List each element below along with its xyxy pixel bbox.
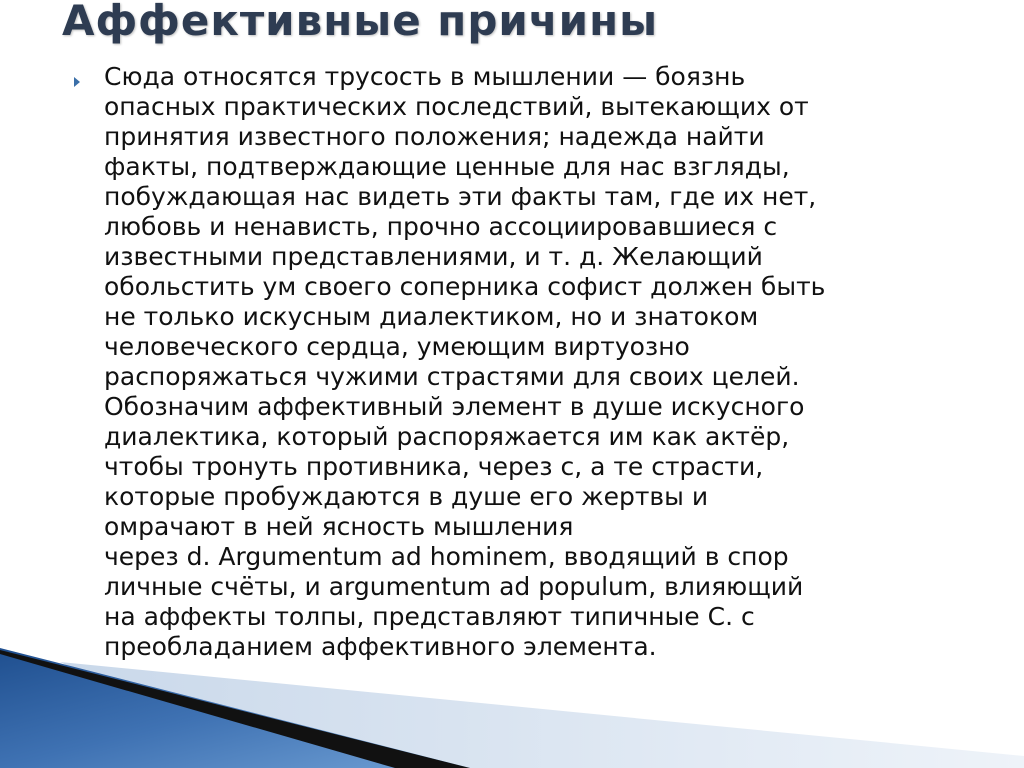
- corner-decoration: [0, 640, 1024, 768]
- triangle-bullet-icon: [74, 77, 80, 87]
- slide-body-text: Сюда относятся трусость в мышлении — боязнь опасных практических последствий, вытекающих от принятия известного положения; надежда найти факты, подтверждающие ценные для нас взгляды, побуждающая нас видеть эти факты там, где их нет, любовь и ненависть, прочно ассоциировавшиеся с известными представлениями, и т. д. Желающий обольстить ум своего соперника софист должен быть не только искусным диалектиком, но и знатоком человеческого сердца, умеющим виртуозно распоряжаться чужими страстями для своих целей. Обозначим аффективный элемент в душе искусного диалектика, который распоряжается им как актёр, чтобы тронуть противника, через c, а те страсти, которые пробуждаются в душе его жертвы и омрачают в ней ясность мышления через d. Argumentum ad hominem, вводящий в спор личные счёты, и argumentum ad populum, влияющий на аффекты толпы, представляют типичные С. с преобладанием аффективного элемента.: [104, 62, 826, 661]
- slide-title: Аффективные причины: [62, 0, 659, 45]
